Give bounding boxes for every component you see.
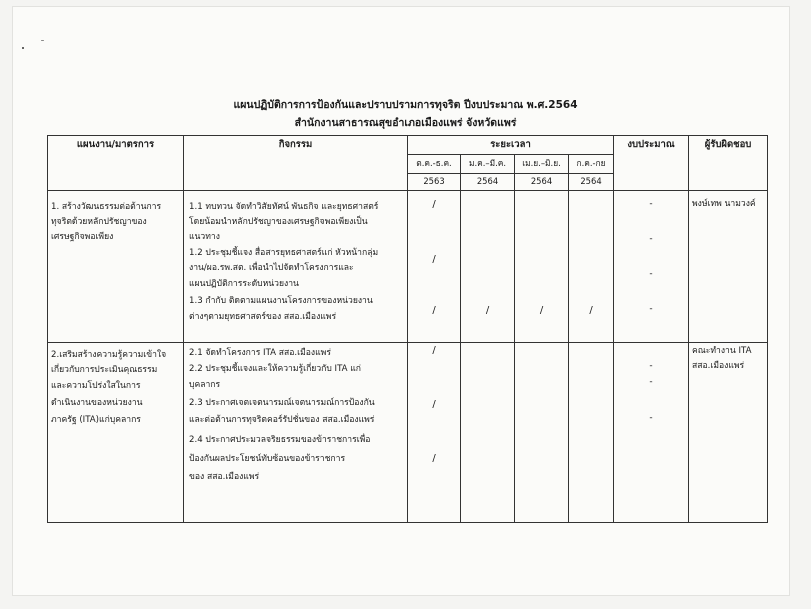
row2-budget: - - - <box>614 343 689 523</box>
header-q3: เม.ย.–มิ.ย. 2564 <box>515 155 569 191</box>
header-q1: ต.ค.-ธ.ค. 2563 <box>408 155 461 191</box>
row1-activity: 1.1 ทบทวน จัดทำวิสัยทัศน์ พันธกิจ และยุทธศาสตร์ โดยน้อมนำหลักปรัชญาของเศรษฐกิจพอเพียงเป็น แนวทาง 1.2 ประชุมชี้แจง สื่อสารยุทธศาสตร์แก่ หัวหน้ากลุ่ม งาน/ผอ.รพ.สต. เพื่อนำไปจัดทำโครงการและ แผนปฏิบัติการระดับหน่วยงาน 1.3 กำกับ ติดตามแผนงานโครงการของหน่วยงาน ต่างๆตามยุทธศาสตร์ของ สสอ.เมืองแพร่ <box>184 191 408 343</box>
doc-subtitle: สำนักงานสาธารณสุขอำเภอเมืองแพร่ จังหวัดแพร่ <box>294 117 517 129</box>
checkmark: / <box>432 399 436 410</box>
row2-plan: 2.เสริมสร้างความรู้ความเข้าใจ เกี่ยวกับการประเมินคุณธรรม และความโปร่งใสในการ ดำเนินงานของหน่วยงาน ภาครัฐ (ITA)แก่บุคลากร <box>48 343 184 523</box>
row1-plan: 1. สร้างวัฒนธรรมต่อต้านการ ทุจริตด้วยหลักปรัชญาของ เศรษฐกิจพอเพียง <box>48 191 184 343</box>
row2-q2 <box>461 343 515 523</box>
row1-responsible: พงษ์เทพ นามวงค์ <box>689 191 768 343</box>
header-responsible: ผู้รับผิดชอบ <box>689 136 768 191</box>
checkmark: / <box>485 305 490 316</box>
header-activity: กิจกรรม <box>184 136 408 191</box>
header-budget: งบประมาณ <box>614 136 689 191</box>
row1-q2 <box>461 191 515 343</box>
checkmark: / <box>432 254 436 265</box>
checkmark: / <box>432 199 436 210</box>
checkmark: / <box>432 453 436 464</box>
row1-budget: - - - - <box>614 191 689 343</box>
header-q4: ก.ค.-กย 2564 <box>569 155 614 191</box>
row2-q3 <box>515 343 569 523</box>
row2-q1 <box>408 343 461 523</box>
header-period: ระยะเวลา <box>408 136 614 155</box>
checkmark: / <box>539 305 544 316</box>
row2-responsible: คณะทำงาน ITA สสอ.เมืองแพร่ <box>689 343 768 523</box>
row2-activity: 2.1 จัดทำโครงการ ITA สสอ.เมืองแพร่ 2.2 ประชุมชี้แจงและให้ความรู้เกี่ยวกับ ITA แก่ บุคลากร 2.3 ประกาศเจตเจตนารมณ์เจตนารมณ์การป้องกัน และต่อต้านการทุจริตคอร์รัปชั่นของ สสอ.เมืองแพร่ 2.4 ประกาศประมวลจริยธรรมของข้าราชการเพื่อ ป้องกันผลประโยชน์ทับซ้อนของข้าราชการ ของ สสอ.เมืองแพร่ <box>184 343 408 523</box>
checkmark: / <box>432 345 436 356</box>
header-q2: ม.ค.–มี.ค. 2564 <box>461 155 515 191</box>
row1-q4 <box>569 191 614 343</box>
checkmark: / <box>589 305 593 316</box>
scan-speck <box>22 47 24 49</box>
doc-title: แผนปฏิบัติการการป้องกันและปราบปรามการทุจริต ปีงบประมาณ พ.ศ.2564 <box>233 99 578 111</box>
header-plan: แผนงาน/มาตรการ <box>48 136 184 191</box>
row1-q1 <box>408 191 461 343</box>
checkmark: / <box>432 305 436 316</box>
row2-q4 <box>569 343 614 523</box>
scan-speck <box>41 40 44 41</box>
action-plan-table <box>47 135 768 523</box>
row1-q3 <box>515 191 569 343</box>
